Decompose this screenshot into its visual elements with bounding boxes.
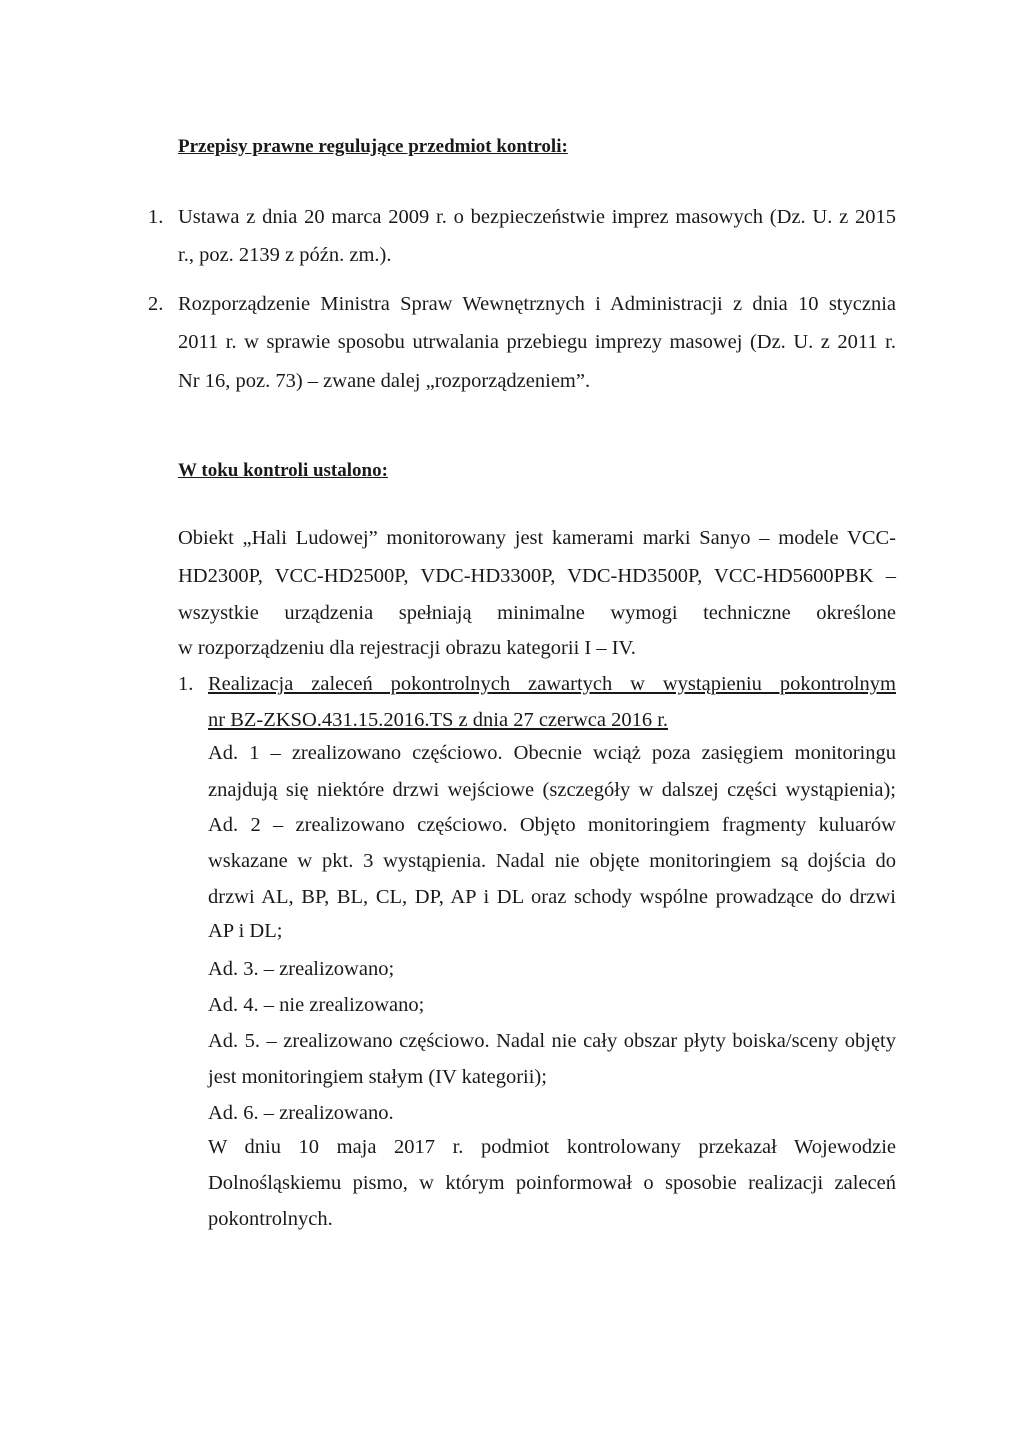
legal-item-number: 2. bbox=[148, 293, 164, 315]
findings-heading: W toku kontroli ustalono: bbox=[178, 460, 388, 481]
legal-item-number: 1. bbox=[148, 206, 164, 228]
legal-item-line: Ustawa z dnia 20 marca 2009 r. o bezpieczeństwie imprez masowych (Dz. U. z 2015 bbox=[178, 206, 896, 228]
findings-item-title-line: nr BZ-ZKSO.431.15.2016.TS z dnia 27 czerwca 2016 r. bbox=[208, 709, 669, 731]
findings-item-body-line: drzwi AL, BP, BL, CL, DP, AP i DL oraz schody wspólne prowadzące do drzwi bbox=[208, 886, 896, 908]
findings-intro-line: w rozporządzeniu dla rejestracji obrazu kategorii I – IV. bbox=[178, 637, 636, 659]
findings-item-title-line: Realizacja zaleceń pokontrolnych zawartych w wystąpieniu pokontrolnym bbox=[208, 673, 896, 695]
findings-item-body-line: Ad. 1 – zrealizowano częściowo. Obecnie wciąż poza zasięgiem monitoringu bbox=[208, 742, 896, 764]
findings-item-body-line: Ad. 5. – zrealizowano częściowo. Nadal nie cały obszar płyty boiska/sceny objęty bbox=[208, 1030, 896, 1052]
findings-item-body-line: wskazane w pkt. 3 wystąpienia. Nadal nie objęte monitoringiem są dojścia do bbox=[208, 850, 896, 872]
findings-item-body-line: Ad. 2 – zrealizowano częściowo. Objęto monitoringiem fragmenty kuluarów bbox=[208, 814, 896, 836]
legal-item-line: Nr 16, poz. 73) – zwane dalej „rozporządzeniem”. bbox=[178, 370, 591, 392]
findings-item-body-line: AP i DL; bbox=[208, 920, 283, 942]
findings-item-number: 1. bbox=[178, 673, 194, 695]
findings-intro-line: wszystkie urządzenia spełniają minimalne wymogi techniczne określone bbox=[178, 602, 896, 624]
legal-item-line: Rozporządzenie Ministra Spraw Wewnętrznych i Administracji z dnia 10 stycznia bbox=[178, 293, 896, 315]
legal-item-line: r., poz. 2139 z późn. zm.). bbox=[178, 244, 392, 266]
findings-item-body-line: W dniu 10 maja 2017 r. podmiot kontrolowany przekazał Wojewodzie bbox=[208, 1136, 896, 1158]
legal-item-line: 2011 r. w sprawie sposobu utrwalania przebiegu imprezy masowej (Dz. U. z 2011 r. bbox=[178, 331, 896, 353]
findings-item-body-line: Dolnośląskiemu pismo, w którym poinformował o sposobie realizacji zaleceń bbox=[208, 1172, 896, 1194]
legal-basis-heading: Przepisy prawne regulujące przedmiot kontroli: bbox=[178, 136, 568, 157]
findings-item-body-line: znajdują się niektóre drzwi wejściowe (szczegóły w dalszej części wystąpienia); bbox=[208, 779, 896, 801]
findings-item-body-line: Ad. 6. – zrealizowano. bbox=[208, 1102, 394, 1124]
findings-item-body-line: Ad. 3. – zrealizowano; bbox=[208, 958, 395, 980]
findings-item-body-line: Ad. 4. – nie zrealizowano; bbox=[208, 994, 425, 1016]
findings-item-body-line: jest monitoringiem stałym (IV kategorii); bbox=[208, 1066, 547, 1088]
findings-intro-line: HD2300P, VCC-HD2500P, VDC-HD3300P, VDC-HD3500P, VCC-HD5600PBK – bbox=[178, 565, 896, 587]
findings-item-body-line: pokontrolnych. bbox=[208, 1208, 333, 1230]
findings-intro-line: Obiekt „Hali Ludowej” monitorowany jest kamerami marki Sanyo – modele VCC- bbox=[178, 527, 896, 549]
